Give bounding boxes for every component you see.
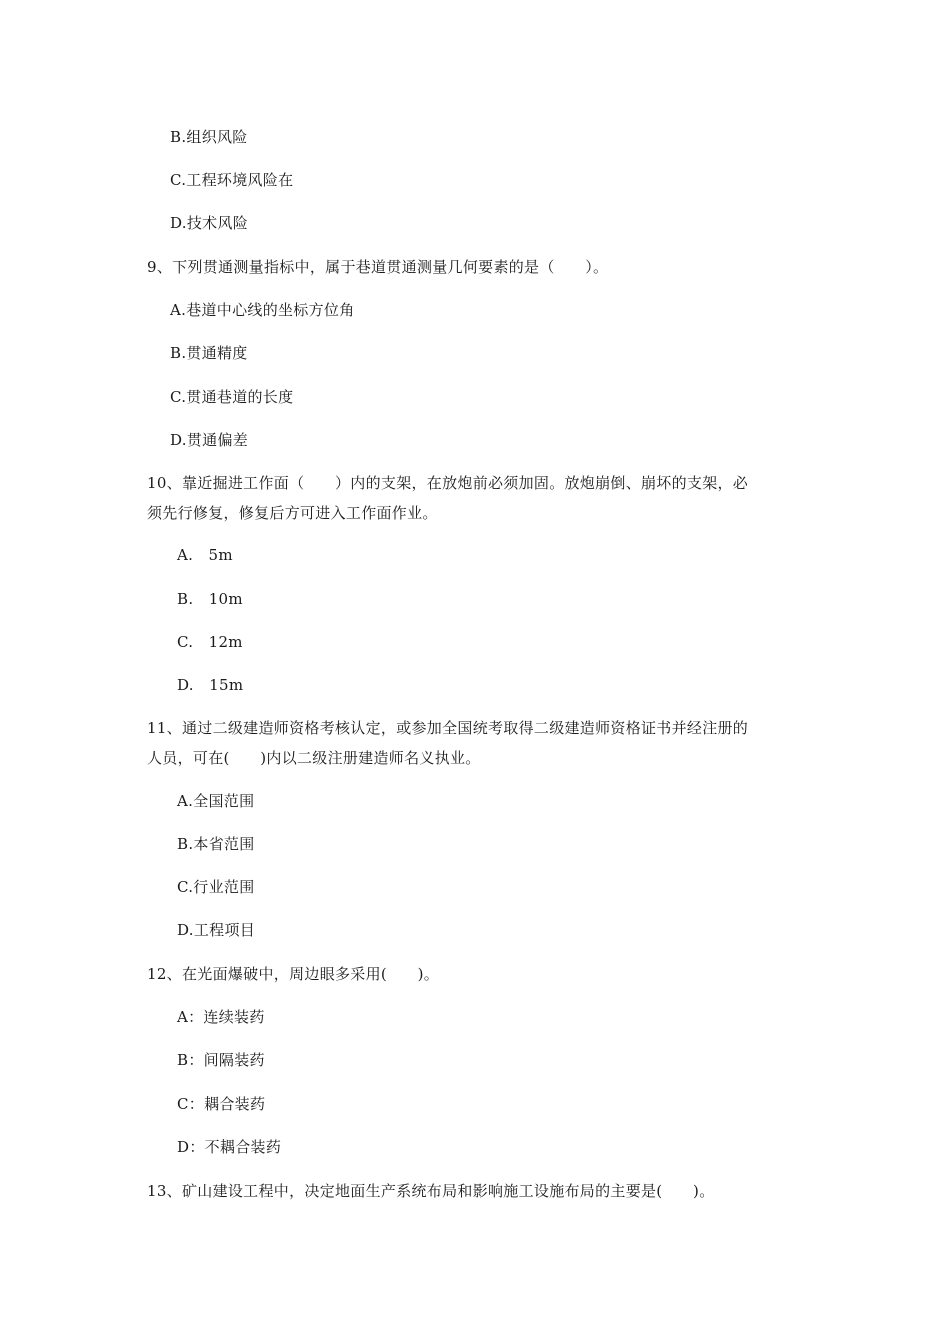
q13-stem: 13、矿山建设工程中，决定地面生产系统布局和影响施工设施布局的主要是( )。 — [147, 1182, 715, 1200]
q9-option-c: C.贯通巷道的长度 — [170, 388, 294, 406]
q9-option-a: A.巷道中心线的坐标方位角 — [170, 301, 355, 319]
q10-option-c: C. 12m — [177, 633, 243, 651]
q10-stem-line2: 须先行修复，修复后方可进入工作面作业。 — [147, 504, 438, 522]
q9-stem: 9、下列贯通测量指标中，属于巷道贯通测量几何要素的是（ ）。 — [147, 258, 609, 276]
q8-option-d: D.技术风险 — [170, 214, 249, 232]
q8-option-b: B.组织风险 — [170, 128, 248, 146]
q12-stem: 12、在光面爆破中，周边眼多采用( )。 — [147, 965, 440, 983]
q11-option-c: C.行业范围 — [177, 878, 255, 896]
q12-option-d: D：不耦合装药 — [177, 1138, 282, 1156]
q8-option-c: C.工程环境风险在 — [170, 171, 294, 189]
q11-option-a: A.全国范围 — [177, 792, 255, 810]
q11-option-b: B.本省范围 — [177, 835, 255, 853]
q12-option-a: A：连续装药 — [177, 1008, 265, 1026]
q10-option-b: B. 10m — [177, 590, 243, 608]
q11-stem-line1: 11、通过二级建造师资格考核认定，或参加全国统考取得二级建造师资格证书并经注册的 — [147, 719, 749, 737]
q10-stem-line1: 10、靠近掘进工作面（ ）内的支架，在放炮前必须加固。放炮崩倒、崩坏的支架，必 — [147, 474, 749, 492]
q12-option-c: C：耦合装药 — [177, 1095, 266, 1113]
q12-option-b: B：间隔装药 — [177, 1051, 265, 1069]
q9-option-b: B.贯通精度 — [170, 344, 248, 362]
q10-option-a: A. 5m — [177, 546, 233, 564]
q11-option-d: D.工程项目 — [177, 921, 256, 939]
q11-stem-line2: 人员，可在( )内以二级注册建造师名义执业。 — [147, 749, 481, 767]
q10-option-d: D. 15m — [177, 676, 244, 694]
q9-option-d: D.贯通偏差 — [170, 431, 249, 449]
